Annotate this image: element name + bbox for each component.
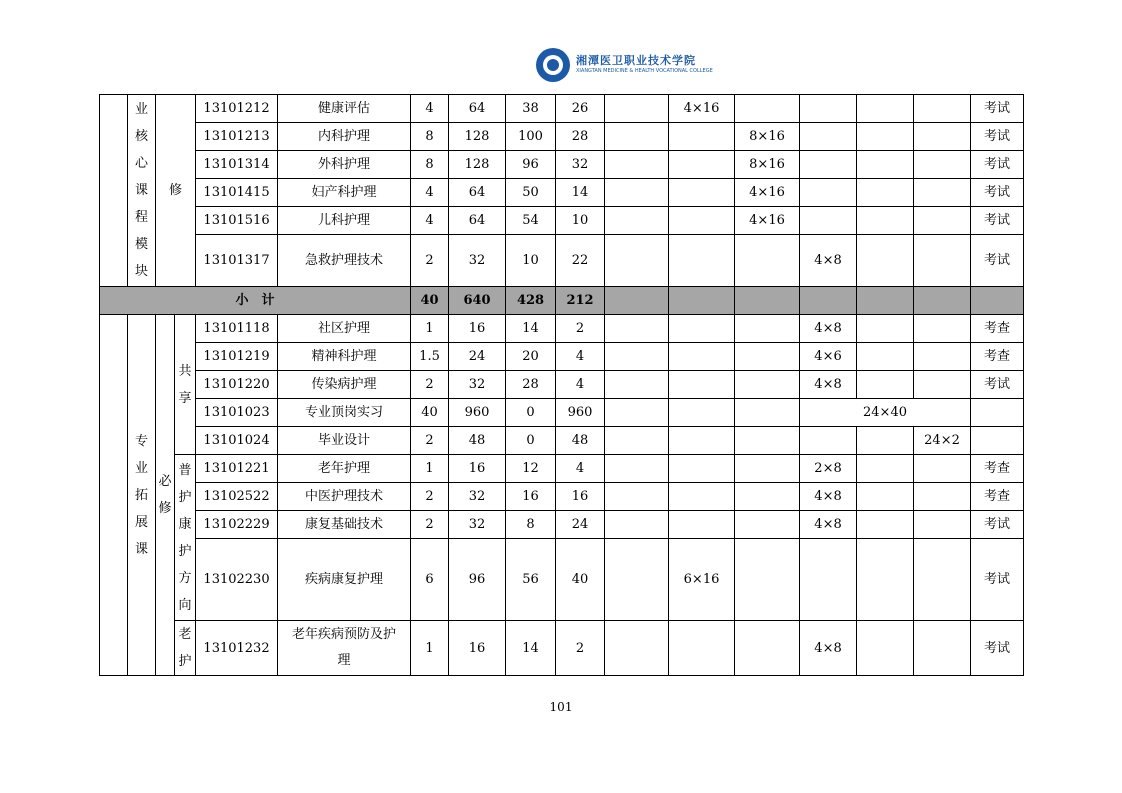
semester-6	[914, 95, 971, 123]
assessment: 考试	[971, 235, 1024, 287]
practice-hours: 40	[556, 539, 605, 621]
credits: 6	[411, 539, 449, 621]
left-border-cell	[100, 95, 128, 287]
semester-4	[800, 151, 857, 179]
semester-5	[857, 207, 914, 235]
semester-1	[605, 123, 669, 151]
semester-1	[605, 179, 669, 207]
semester-2	[669, 151, 735, 179]
practice-hours: 2	[556, 621, 605, 676]
course-name: 疾病康复护理	[278, 539, 411, 621]
semester-3: 4×16	[735, 179, 800, 207]
course-code: 13101314	[196, 151, 278, 179]
curriculum-table	[99, 94, 1024, 676]
semester-3	[735, 399, 800, 427]
left-border-cell	[100, 315, 128, 676]
assessment: 考试	[971, 207, 1024, 235]
theory-hours: 10	[506, 235, 556, 287]
subtotal-empty	[800, 287, 857, 315]
assessment: 考试	[971, 95, 1024, 123]
required-label: 修	[156, 95, 196, 287]
course-name: 中医护理技术	[278, 483, 411, 511]
practice-hours: 4	[556, 343, 605, 371]
theory-hours: 38	[506, 95, 556, 123]
semester-4: 2×8	[800, 455, 857, 483]
semester-3	[735, 315, 800, 343]
semester-5	[857, 95, 914, 123]
table-row	[100, 455, 1024, 483]
semester-5	[857, 539, 914, 621]
assessment: 考查	[971, 315, 1024, 343]
course-code: 13101023	[196, 399, 278, 427]
school-name-en: XIANGTAN MEDICINE & HEALTH VOCATIONAL COLLEGE	[576, 68, 713, 74]
total-hours: 16	[449, 315, 506, 343]
total-hours: 24	[449, 343, 506, 371]
course-name: 专业顶岗实习	[278, 399, 411, 427]
theory-hours: 14	[506, 621, 556, 676]
total-hours: 48	[449, 427, 506, 455]
total-hours: 960	[449, 399, 506, 427]
practice-hours: 14	[556, 179, 605, 207]
semester-1	[605, 621, 669, 676]
total-hours: 96	[449, 539, 506, 621]
semester-1	[605, 427, 669, 455]
theory-hours: 0	[506, 399, 556, 427]
semester-5	[857, 483, 914, 511]
subtotal-practice: 212	[556, 287, 605, 315]
assessment: 考试	[971, 151, 1024, 179]
semester-1	[605, 343, 669, 371]
semester-5	[857, 343, 914, 371]
page-header	[536, 48, 713, 84]
course-name	[278, 621, 411, 676]
total-hours: 64	[449, 95, 506, 123]
semester-3	[735, 621, 800, 676]
total-hours: 32	[449, 371, 506, 399]
credits: 2	[411, 371, 449, 399]
semester-6	[914, 235, 971, 287]
course-name: 老年护理	[278, 455, 411, 483]
table-row	[100, 315, 1024, 343]
subtotal-theory: 428	[506, 287, 556, 315]
semester-6	[914, 511, 971, 539]
course-code: 13101118	[196, 315, 278, 343]
course-name: 毕业设计	[278, 427, 411, 455]
core-module-label: 业 核 心 课 程 模 块	[128, 95, 156, 287]
semester-6	[914, 207, 971, 235]
total-hours: 32	[449, 511, 506, 539]
practice-hours: 960	[556, 399, 605, 427]
semester-2	[669, 207, 735, 235]
theory-hours: 28	[506, 371, 556, 399]
assessment: 考试	[971, 179, 1024, 207]
course-code: 13101024	[196, 427, 278, 455]
credits: 2	[411, 511, 449, 539]
semester-2	[669, 399, 735, 427]
practice-hours: 24	[556, 511, 605, 539]
semester-1	[605, 455, 669, 483]
table-row	[100, 123, 1024, 151]
semester-2	[669, 343, 735, 371]
table-row	[100, 621, 1024, 676]
course-name: 急救护理技术	[278, 235, 411, 287]
semester-3: 8×16	[735, 151, 800, 179]
theory-hours: 16	[506, 483, 556, 511]
semester-6	[914, 179, 971, 207]
semester-1	[605, 235, 669, 287]
theory-hours: 56	[506, 539, 556, 621]
table-row	[100, 539, 1024, 621]
internship-span: 24×40	[800, 399, 971, 427]
semester-6	[914, 621, 971, 676]
table-row	[100, 179, 1024, 207]
semester-2: 6×16	[669, 539, 735, 621]
practice-hours: 22	[556, 235, 605, 287]
assessment: 考查	[971, 343, 1024, 371]
table-row	[100, 371, 1024, 399]
semester-6	[914, 371, 971, 399]
semester-4	[800, 95, 857, 123]
credits: 1	[411, 621, 449, 676]
course-name: 妇产科护理	[278, 179, 411, 207]
subtotal-total: 640	[449, 287, 506, 315]
subtotal-empty	[971, 287, 1024, 315]
course-name: 康复基础技术	[278, 511, 411, 539]
semester-4: 4×8	[800, 371, 857, 399]
semester-1	[605, 371, 669, 399]
semester-1	[605, 511, 669, 539]
subtotal-empty	[857, 287, 914, 315]
semester-3: 4×16	[735, 207, 800, 235]
credits: 2	[411, 427, 449, 455]
semester-1	[605, 315, 669, 343]
semester-5	[857, 151, 914, 179]
table-row	[100, 235, 1024, 287]
credits: 8	[411, 151, 449, 179]
page-number: 101	[549, 700, 573, 714]
semester-3	[735, 371, 800, 399]
course-code: 13101219	[196, 343, 278, 371]
semester-2: 4×16	[669, 95, 735, 123]
semester-5	[857, 371, 914, 399]
semester-4: 4×8	[800, 483, 857, 511]
table-row	[100, 343, 1024, 371]
assessment: 考试	[971, 371, 1024, 399]
semester-1	[605, 151, 669, 179]
semester-2	[669, 455, 735, 483]
subtotal-empty	[605, 287, 669, 315]
semester-3	[735, 511, 800, 539]
theory-hours: 54	[506, 207, 556, 235]
semester-5	[857, 315, 914, 343]
total-hours: 16	[449, 621, 506, 676]
theory-hours: 14	[506, 315, 556, 343]
table-row	[100, 95, 1024, 123]
semester-3	[735, 235, 800, 287]
practice-hours: 16	[556, 483, 605, 511]
semester-2	[669, 315, 735, 343]
semester-4: 4×6	[800, 343, 857, 371]
assessment: 考试	[971, 511, 1024, 539]
semester-3	[735, 455, 800, 483]
total-hours: 16	[449, 455, 506, 483]
practice-hours: 4	[556, 455, 605, 483]
course-code: 13101220	[196, 371, 278, 399]
subtotal-empty	[735, 287, 800, 315]
semester-6	[914, 539, 971, 621]
credits: 40	[411, 399, 449, 427]
assessment: 考查	[971, 483, 1024, 511]
course-name: 儿科护理	[278, 207, 411, 235]
semester-6	[914, 455, 971, 483]
shared-label: 共 享	[175, 315, 196, 455]
total-hours: 128	[449, 123, 506, 151]
practice-hours: 4	[556, 371, 605, 399]
assessment	[971, 427, 1024, 455]
semester-4	[800, 539, 857, 621]
credits: 8	[411, 123, 449, 151]
semester-1	[605, 399, 669, 427]
theory-hours: 50	[506, 179, 556, 207]
semester-4	[800, 179, 857, 207]
total-hours: 32	[449, 483, 506, 511]
semester-4: 4×8	[800, 235, 857, 287]
course-code: 13101516	[196, 207, 278, 235]
semester-6	[914, 151, 971, 179]
semester-4	[800, 123, 857, 151]
semester-2	[669, 511, 735, 539]
course-code: 13101317	[196, 235, 278, 287]
semester-6	[914, 483, 971, 511]
table-row	[100, 399, 1024, 427]
semester-2	[669, 427, 735, 455]
credits: 2	[411, 483, 449, 511]
assessment: 考试	[971, 539, 1024, 621]
semester-5	[857, 427, 914, 455]
semester-5	[857, 123, 914, 151]
semester-6	[914, 343, 971, 371]
theory-hours: 0	[506, 427, 556, 455]
semester-4: 4×8	[800, 621, 857, 676]
theory-hours: 20	[506, 343, 556, 371]
theory-hours: 8	[506, 511, 556, 539]
practice-hours: 28	[556, 123, 605, 151]
course-code: 13101213	[196, 123, 278, 151]
semester-2	[669, 235, 735, 287]
total-hours: 128	[449, 151, 506, 179]
semester-4: 4×8	[800, 511, 857, 539]
semester-2	[669, 123, 735, 151]
course-name: 传染病护理	[278, 371, 411, 399]
course-code: 13102230	[196, 539, 278, 621]
subtotal-label: 小 计	[100, 287, 411, 315]
credits: 1.5	[411, 343, 449, 371]
direction-label: 普 护 康 护 方 向	[175, 455, 196, 621]
course-name-line2: 理	[337, 653, 351, 668]
semester-1	[605, 207, 669, 235]
course-code: 13101415	[196, 179, 278, 207]
semester-3	[735, 427, 800, 455]
semester-3: 8×16	[735, 123, 800, 151]
assessment: 考查	[971, 455, 1024, 483]
semester-4	[800, 427, 857, 455]
table-row	[100, 151, 1024, 179]
total-hours: 32	[449, 235, 506, 287]
required-label: 必 修	[156, 315, 175, 676]
assessment	[971, 399, 1024, 427]
semester-3	[735, 483, 800, 511]
semester-1	[605, 95, 669, 123]
semester-2	[669, 621, 735, 676]
table-row	[100, 511, 1024, 539]
semester-6: 24×2	[914, 427, 971, 455]
course-name: 外科护理	[278, 151, 411, 179]
total-hours: 64	[449, 179, 506, 207]
school-name-cn: 湘潭医卫职业技术学院	[576, 54, 696, 67]
practice-hours: 10	[556, 207, 605, 235]
course-name: 内科护理	[278, 123, 411, 151]
course-name: 社区护理	[278, 315, 411, 343]
practice-hours: 26	[556, 95, 605, 123]
semester-3	[735, 539, 800, 621]
theory-hours: 12	[506, 455, 556, 483]
course-name: 健康评估	[278, 95, 411, 123]
semester-1	[605, 483, 669, 511]
semester-5	[857, 621, 914, 676]
expansion-module-label: 专 业 拓 展 课	[128, 315, 156, 676]
practice-hours: 2	[556, 315, 605, 343]
course-code: 13101232	[196, 621, 278, 676]
course-code: 13101212	[196, 95, 278, 123]
credits: 4	[411, 179, 449, 207]
credits: 4	[411, 207, 449, 235]
credits: 4	[411, 95, 449, 123]
elderly-label: 老 护	[175, 621, 196, 676]
subtotal-row	[100, 287, 1024, 315]
course-name: 精神科护理	[278, 343, 411, 371]
semester-5	[857, 455, 914, 483]
semester-4: 4×8	[800, 315, 857, 343]
semester-5	[857, 511, 914, 539]
college-logo-core	[547, 59, 559, 71]
semester-6	[914, 123, 971, 151]
course-name-line1: 老年疾病预防及护	[292, 627, 397, 642]
semester-5	[857, 179, 914, 207]
course-code: 13102522	[196, 483, 278, 511]
theory-hours: 96	[506, 151, 556, 179]
total-hours: 64	[449, 207, 506, 235]
credits: 1	[411, 455, 449, 483]
course-code: 13101221	[196, 455, 278, 483]
table-row	[100, 483, 1024, 511]
semester-1	[605, 539, 669, 621]
practice-hours: 32	[556, 151, 605, 179]
semester-3	[735, 343, 800, 371]
table-row	[100, 207, 1024, 235]
theory-hours: 100	[506, 123, 556, 151]
subtotal-credits: 40	[411, 287, 449, 315]
semester-2	[669, 483, 735, 511]
semester-4	[800, 207, 857, 235]
credits: 1	[411, 315, 449, 343]
semester-5	[857, 235, 914, 287]
assessment: 考试	[971, 123, 1024, 151]
semester-6	[914, 315, 971, 343]
practice-hours: 48	[556, 427, 605, 455]
assessment: 考试	[971, 621, 1024, 676]
course-code: 13102229	[196, 511, 278, 539]
semester-2	[669, 179, 735, 207]
credits: 2	[411, 235, 449, 287]
semester-3	[735, 95, 800, 123]
subtotal-empty	[669, 287, 735, 315]
semester-2	[669, 371, 735, 399]
table-row	[100, 427, 1024, 455]
subtotal-empty	[914, 287, 971, 315]
